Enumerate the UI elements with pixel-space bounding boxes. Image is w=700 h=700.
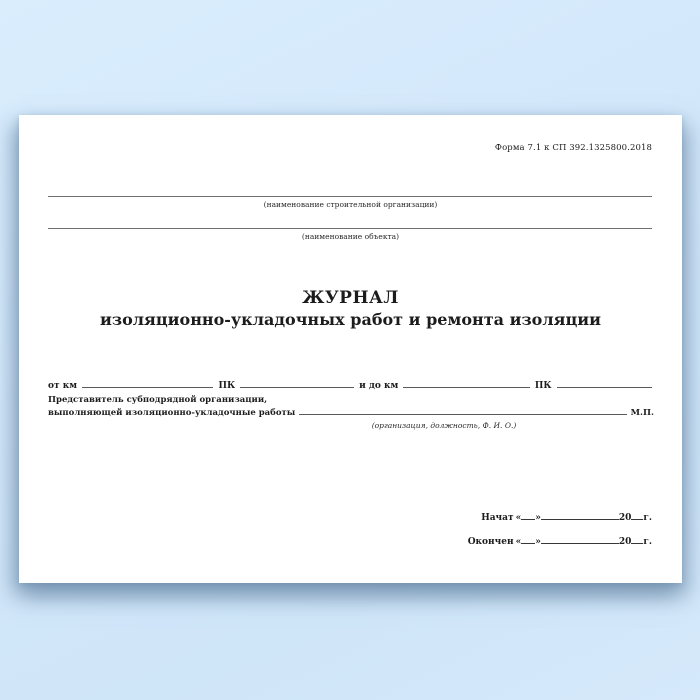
form-reference: Форма 7.1 к СП 392.1325800.2018: [494, 143, 652, 153]
finished-year-blank: [631, 542, 643, 544]
finished-close-quote: »: [535, 537, 541, 547]
finished-day-blank: [521, 542, 535, 544]
finished-open-quote: «: [515, 537, 522, 547]
from-km-blank: [82, 386, 213, 388]
finished-row: [468, 536, 652, 548]
pk1-label: ПК: [218, 381, 236, 391]
finished-label: Окончен: [467, 537, 514, 547]
from-km-label: от км: [48, 381, 78, 391]
pk2-blank: [557, 386, 652, 388]
title-subject: изоляционно-укладочных работ и ремонта изоляции: [99, 310, 602, 329]
object-name-blank-line: [48, 228, 652, 229]
started-day-blank: [521, 518, 535, 520]
to-km-blank: [403, 386, 530, 388]
dates-block: [468, 512, 652, 548]
document-sheet: [19, 115, 682, 583]
started-year-prefix: 20: [618, 513, 632, 523]
org-name-caption: (наименование строительной организации): [263, 200, 438, 209]
document-title: [19, 288, 682, 331]
started-open-quote: «: [515, 513, 522, 523]
started-year-blank: [631, 518, 643, 520]
title-journal: ЖУРНАЛ: [302, 288, 399, 308]
started-month-blank: [541, 518, 619, 520]
started-label: Начат: [481, 513, 514, 523]
route-row: [48, 380, 652, 392]
representative-line1: Представитель субподрядной организации,: [48, 395, 268, 405]
pk2-label: ПК: [534, 381, 552, 391]
representative-line2: [48, 407, 654, 420]
pk1-blank: [240, 386, 354, 388]
started-close-quote: »: [535, 513, 541, 523]
representative-line2-label: выполняющей изоляционно-укладочные работы: [48, 408, 296, 418]
finished-month-blank: [541, 542, 619, 544]
org-name-blank-line: [48, 196, 652, 197]
finished-year-prefix: 20: [618, 537, 632, 547]
object-name-caption: (наименование объекта): [301, 232, 400, 241]
representative-caption: (организация, должность, Ф. И. О.): [371, 421, 517, 430]
seal-label: М.П.: [630, 408, 654, 418]
started-row: [468, 512, 652, 524]
started-year-suffix: г.: [643, 513, 652, 523]
finished-year-suffix: г.: [643, 537, 652, 547]
to-km-label: и до км: [359, 381, 399, 391]
representative-blank: [299, 413, 626, 415]
representative-block: [48, 394, 654, 431]
